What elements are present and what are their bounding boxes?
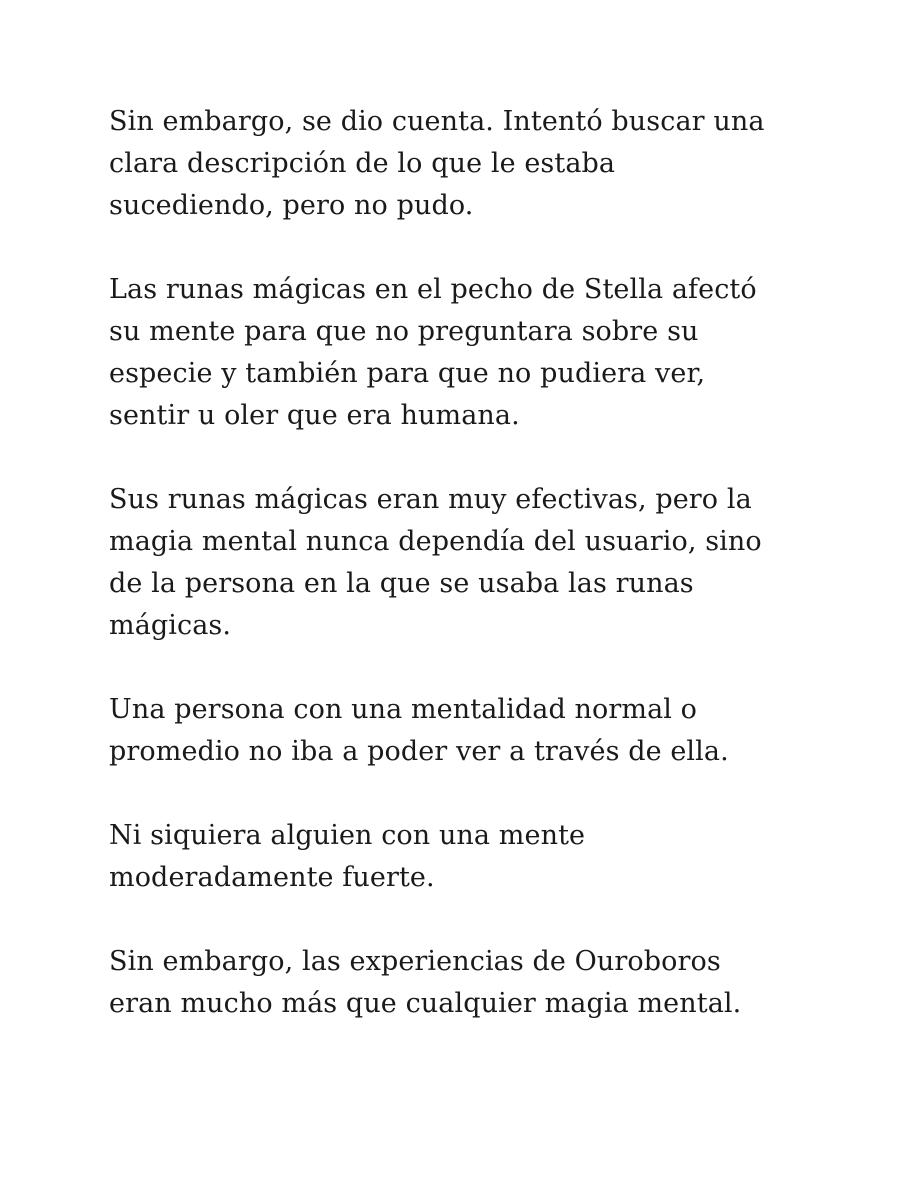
text-line: Las runas mágicas en el pecho de Stella afectó	[109, 274, 757, 305]
text-line: magia mental nunca dependía del usuario, sino	[109, 526, 762, 557]
text-line: Una persona con una mentalidad normal o	[109, 694, 698, 725]
text-line: Sus runas mágicas eran muy efectivas, pero la	[109, 484, 752, 515]
text-line: de la persona en la que se usaba las runas	[109, 568, 694, 599]
paragraph-3	[109, 479, 809, 647]
text-line: Ni siquiera alguien con una mente	[109, 820, 586, 851]
text-line: promedio no iba a poder ver a través de ella.	[109, 736, 729, 767]
paragraph-2	[109, 269, 809, 437]
text-line: Sin embargo, las experiencias de Ouroboros	[109, 946, 721, 977]
text-line: sucediendo, pero no pudo.	[109, 190, 474, 221]
text-line: clara descripción de lo que le estaba	[109, 148, 616, 179]
text-line: Sin embargo, se dio cuenta. Intentó buscar una	[109, 106, 765, 137]
text-line: mágicas.	[109, 610, 232, 641]
paragraph-1	[109, 101, 809, 227]
text-line: moderadamente fuerte.	[109, 862, 435, 893]
paragraph-6	[109, 941, 809, 1025]
text-line: eran mucho más que cualquier magia mental.	[109, 988, 742, 1019]
text-line: su mente para que no preguntara sobre su	[109, 316, 699, 347]
text-line: sentir u oler que era humana.	[109, 400, 520, 431]
paragraph-4	[109, 689, 809, 773]
text-line: especie y también para que no pudiera ver,	[109, 358, 706, 389]
body-text	[109, 101, 809, 1067]
paragraph-5	[109, 815, 809, 899]
